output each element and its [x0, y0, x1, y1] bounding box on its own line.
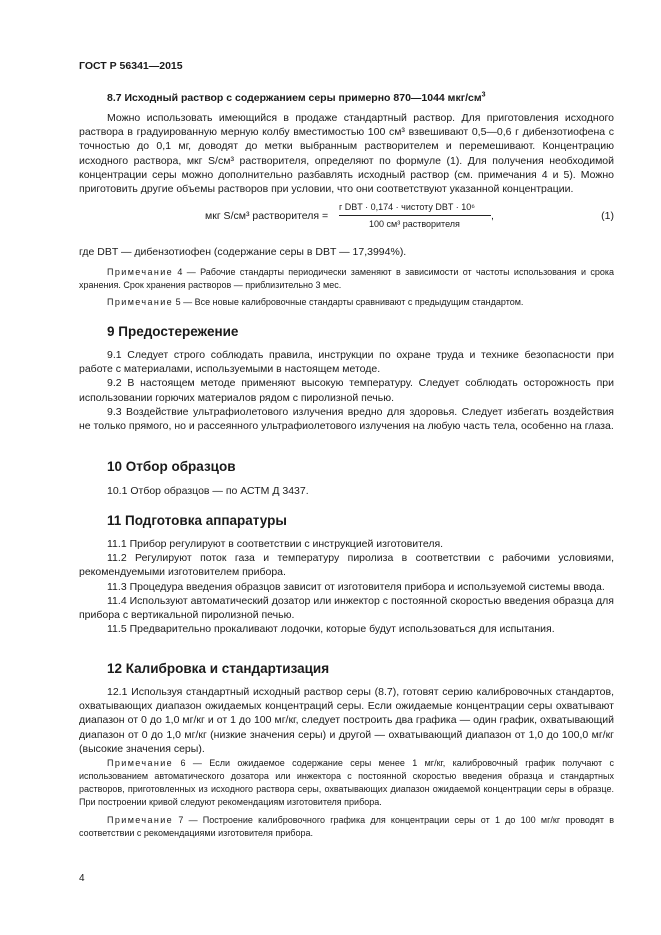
- note-7-label: Примечание: [107, 815, 174, 825]
- note-6-text: 6 — Если ожидаемое содержание серы менее 1 мг/кг, калибровочный график получают с использованием автоматического дозатора или инжектора с постоянной скоростью введения образца и стандартных растворов, приготовленных из исходного раствора серы, охватывающих диапазон ожидаемой концентрации серы в образце. При построении кривой следуют рекомендациям изготовителя прибора.: [79, 758, 614, 807]
- note-4: [79, 266, 614, 292]
- paragraph-11-5: 11.5 Предварительно прокаливают лодочки, которые будут использоваться для испытания.: [107, 623, 555, 636]
- note-4-label: Примечание: [107, 267, 174, 277]
- section-9-body: [79, 348, 614, 433]
- section-12-title: 12 Калибровка и стандартизация: [107, 661, 330, 676]
- title-superscript: 3: [481, 91, 486, 99]
- section-8-7-body: [79, 111, 614, 196]
- formula-lhs: мкг S/см³ растворителя =: [205, 210, 329, 222]
- section-8-7-title-text: 8.7 Исходный раствор с содержанием серы примерно 870—1044 мкг/см: [107, 92, 482, 104]
- note-5-text: 5 — Все новые калибровочные стандарты сравнивают с предыдущим стандартом.: [173, 297, 524, 307]
- paragraph-9-2: 9.2 В настоящем методе применяют высокую температуру. Следует соблюдать осторожность при использовании горючих материалов рядом с пиролизной печью.: [79, 377, 614, 404]
- section-8-7: [79, 92, 614, 104]
- paragraph-12-1: 12.1 Используя стандартный исходный раствор серы (8.7), готовят серию калибровочных стандартов, охватывающих диапазон ожидаемых концентраций серы. Если ожидаемые концентрации серы охватывают диапазон от 0 до 1,0 мг/кг и от 1 до 100 мг/кг, следует построить два графика — один график, охватывающий диапазон от 0 до 1,0 мг/кг (низкие значения серы) и другой — охватывающий диапазон от 1,0 до 100,0 мг/кг (высокие значения серы).: [79, 686, 614, 755]
- section-11-title: 11 Подготовка аппаратуры: [107, 513, 287, 528]
- formula-comma: ,: [491, 210, 494, 222]
- paragraph-11-3: 11.3 Процедура введения образцов зависит от изготовителя прибора и используемой системы ввода.: [107, 580, 605, 593]
- section-9-title: 9 Предостережение: [107, 324, 239, 339]
- paragraph-8-7: Можно использовать имеющийся в продаже стандартный раствор. Для приготовления исходного раствора в градуированную мерную колбу вместимостью 100 см³ взвешивают 0,5—0,6 г дибензотиофена с точностью до 0,1 мг, доводят до метки выбранным растворителем и перемешивают. Концентрацию исходного раствора, мкг S/см³ растворителя, определяют по формуле (1). Для получения необходимой концентрации серы можно дополнительно разбавлять исходный раствор (см. примечания 4 и 5). Можно приготовить другие объемы растворов при условии, что они соответствуют указанной концентрации.: [79, 112, 614, 196]
- section-12-body: [79, 685, 614, 756]
- formula-numerator: г DBT · 0,174 · чистоту DBT · 10⁶: [339, 202, 475, 212]
- paragraph-11-4: 11.4 Используют автоматический дозатор или инжектор с постоянной скоростью введения образца для прибора с вертикальной пиролизной печью.: [79, 594, 614, 622]
- fraction-bar: [339, 215, 491, 216]
- note-5-label: Примечание: [107, 297, 174, 307]
- paragraph-11-2: 11.2 Регулируют поток газа и температуру пиролиза в соответствии с рабочими условиями, рекомендуемыми изготовителем прибора.: [79, 552, 614, 579]
- section-10-title: 10 Отбор образцов: [107, 459, 236, 474]
- section-9: [79, 324, 614, 339]
- paragraph-9-3: 9.3 Воздействие ультрафиолетового излучения вредно для здоровья. Следует избегать воздействия не только прямого, но и рассеянного ультрафиолетового излучения на любую часть тела, особенно на глаза.: [79, 405, 614, 433]
- note-7-text: 7 — Построение калибровочного графика для концентрации серы от 1 до 100 мг/кг проводят в соответствии с рекомендациями изготовителя прибора.: [79, 815, 614, 838]
- section-8-7-title: [79, 92, 614, 104]
- section-11-body: [79, 537, 614, 636]
- formula-where: [79, 245, 614, 259]
- note-7: [79, 814, 614, 840]
- section-10: [79, 459, 614, 474]
- section-12: [79, 661, 614, 676]
- formula-number: (1): [601, 210, 614, 222]
- standard-header: ГОСТ Р 56341—2015: [79, 60, 183, 72]
- note-6: [79, 757, 614, 809]
- formula-1: [79, 202, 614, 236]
- paragraph-11-1: 11.1 Прибор регулируют в соответствии с инструкцией изготовителя.: [107, 538, 444, 550]
- section-11: [79, 513, 614, 528]
- formula-denominator: 100 см³ растворителя: [369, 219, 460, 229]
- paragraph-9-1: 9.1 Следует строго соблюдать правила, инструкции по охране труда и технике безопасности при работе с материалами, используемыми в настоящем методе.: [79, 349, 614, 376]
- note-4-text: 4 — Рабочие стандарты периодически заменяют в зависимости от частоты использования и срока хранения. Срок хранения растворов — приблизительно 3 мес.: [79, 267, 614, 290]
- section-10-body: [79, 484, 614, 498]
- paragraph-10-1: 10.1 Отбор образцов — по АСТМ Д 3437.: [107, 485, 309, 497]
- note-6-label: Примечание: [107, 758, 174, 768]
- where-text: где DBT — дибензотиофен (содержание серы в DBT — 17,3994%).: [79, 246, 407, 258]
- page-number: 4: [79, 873, 85, 884]
- note-5: [79, 296, 614, 309]
